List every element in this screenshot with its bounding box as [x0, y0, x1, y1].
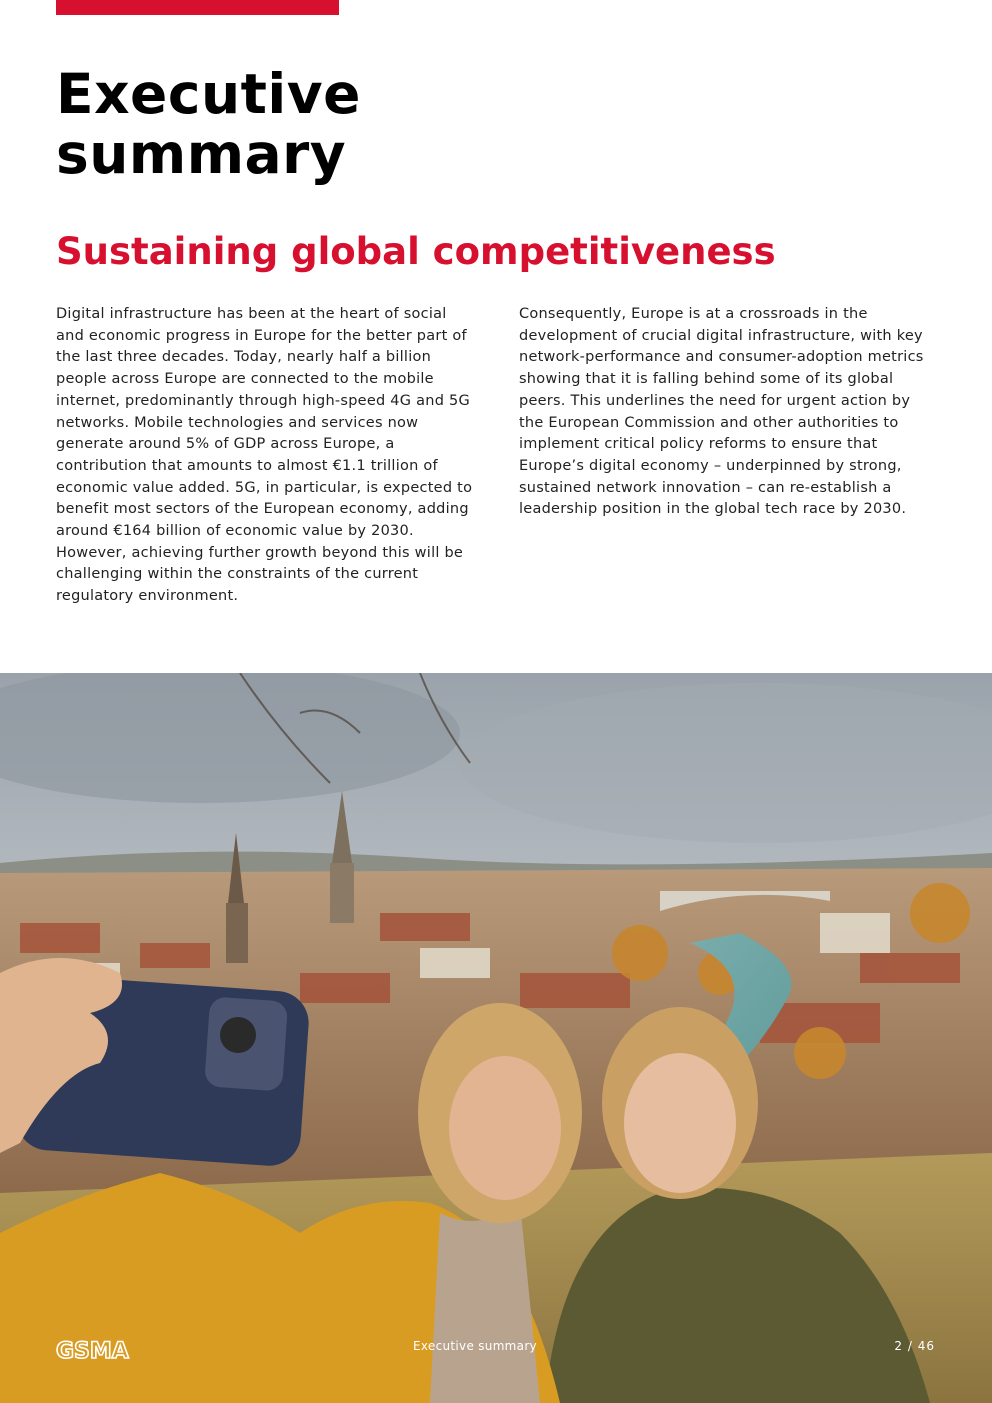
page-footer — [0, 1335, 992, 1365]
page-title: Executive summary — [56, 62, 361, 186]
accent-bar — [56, 0, 339, 15]
section-heading: Sustaining global competitiveness — [56, 230, 776, 273]
gsma-logo-text: GSMA — [56, 1340, 129, 1360]
page-number: 2 / 46 — [894, 1339, 935, 1353]
gsma-logo — [56, 1340, 178, 1360]
hero-photo — [0, 673, 992, 1403]
body-column-left: Digital infrastructure has been at the heart of social and economic progress in Europe for the better part of the last three decades. Today, nearly half a billion people across Europe are connected to the mobile internet, predominantly through high-speed 4G and 5G networks. Mobile technologies and services now generate around 5% of GDP across Europe, a contribution that amounts to almost €1.1 trillion of economic value added. 5G, in particular, is expected to benefit most sectors of the European economy, adding around €164 billion of economic value by 2030. However, achieving further growth beyond this will be challenging within the constraints of the current regulatory environment. — [56, 306, 473, 605]
footer-section-title: Executive summary — [413, 1339, 537, 1353]
body-column-right: Consequently, Europe is at a crossroads in the development of crucial digital infrastructure, with key network-performance and consumer-adoption metrics showing that it is falling behind some of its global peers. This underlines the need for urgent action by the European Commission and other authorities to implement critical policy reforms to ensure that Europe’s digital economy – underpinned by strong, sustained network innovation – can re-establish a leadership position in the global tech race by 2030. — [519, 306, 924, 518]
